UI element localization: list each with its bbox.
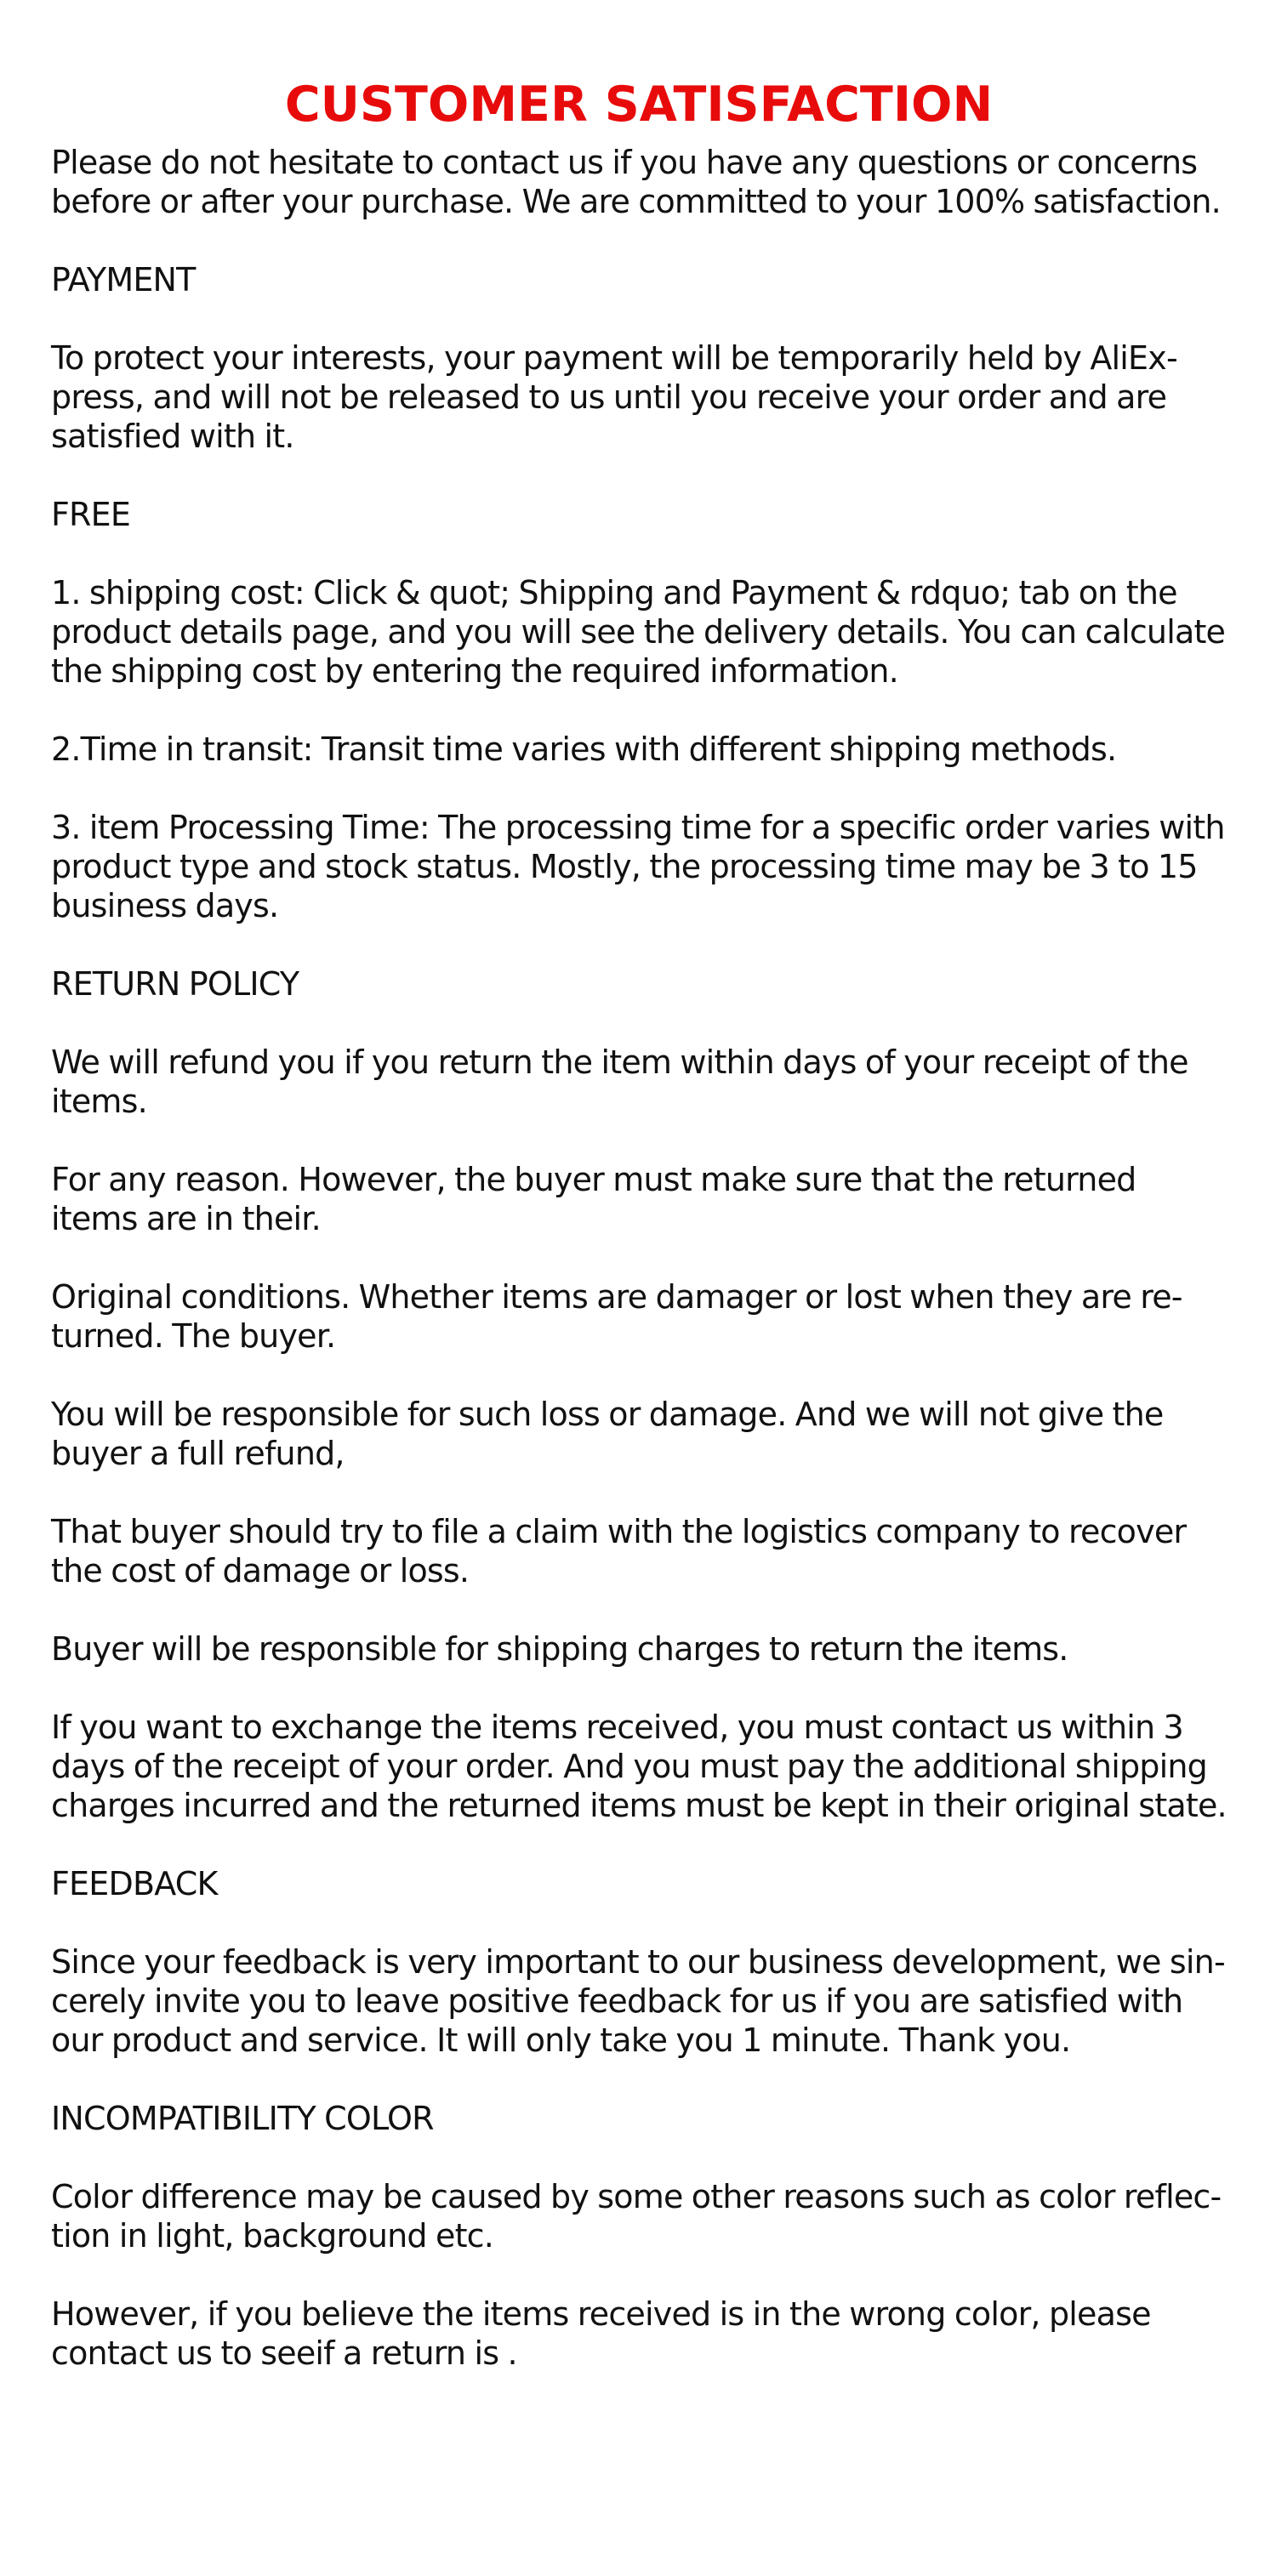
return-policy-paragraph: Buyer will be responsible for shipping charges to return the items. (51, 1630, 1068, 1668)
incompatibility-color-heading: INCOMPATIBILITY COLOR (51, 2100, 434, 2137)
intro-paragraph: Please do not hesitate to contact us if you have any questions or concerns before or after your purchase. We are committed to your 100% satisfaction. (51, 144, 1221, 220)
free-item-processing-time: 3. item Processing Time: The processing time for a specific order varies with product type and stock status. Mostly, the processing time may be 3 to 15 business days. (51, 809, 1225, 924)
policy-body (51, 143, 1227, 2373)
return-policy-paragraph: That buyer should try to file a claim with the logistics company to recover the cost of damage or loss. (51, 1513, 1187, 1589)
page-title: CUSTOMER SATISFACTION (284, 77, 994, 133)
free-item-transit-time: 2.Time in transit: Transit time varies with different shipping methods. (51, 731, 1117, 768)
return-policy-paragraph: Original conditions. Whether items are damager or lost when they are returned. The buyer. (51, 1278, 1183, 1355)
feedback-paragraph: Since your feedback is very important to our business development, we sincerely invite you to leave positive feedback for us if you are satisfied with our product and service. It will only take you 1 minute. Thank you. (51, 1943, 1226, 2059)
return-policy-heading: RETURN POLICY (51, 965, 299, 1003)
free-item-shipping-cost: 1. shipping cost: Click & quot; Shipping and Payment & rdquo; tab on the product details page, and you will see the delivery details. You can calculate the shipping cost by entering the required information. (51, 574, 1226, 690)
free-heading: FREE (51, 496, 131, 533)
incompatibility-color-paragraph: Color difference may be caused by some other reasons such as color reflection in light, background etc. (51, 2178, 1222, 2255)
incompatibility-color-paragraph: However, if you believe the items received is in the wrong color, please contact us to seeif a return is . (51, 2295, 1151, 2372)
payment-heading: PAYMENT (51, 261, 196, 299)
payment-paragraph: To protect your interests, your payment will be temporarily held by AliExpress, and will not be released to us until you receive your order and are satisfied with it. (51, 339, 1178, 455)
return-policy-paragraph: For any reason. However, the buyer must make sure that the returned items are in their. (51, 1161, 1136, 1237)
return-policy-paragraph: You will be responsible for such loss or damage. And we will not give the buyer a full refund, (51, 1396, 1164, 1472)
return-policy-paragraph: We will refund you if you return the item within days of your receipt of the items. (51, 1043, 1188, 1120)
feedback-heading: FEEDBACK (51, 1865, 218, 1902)
return-policy-paragraph: If you want to exchange the items received, you must contact us within 3 days of the receipt of your order. And you must pay the additional shipping charges incurred and the returned items must be kept in their original state. (51, 1709, 1227, 1824)
